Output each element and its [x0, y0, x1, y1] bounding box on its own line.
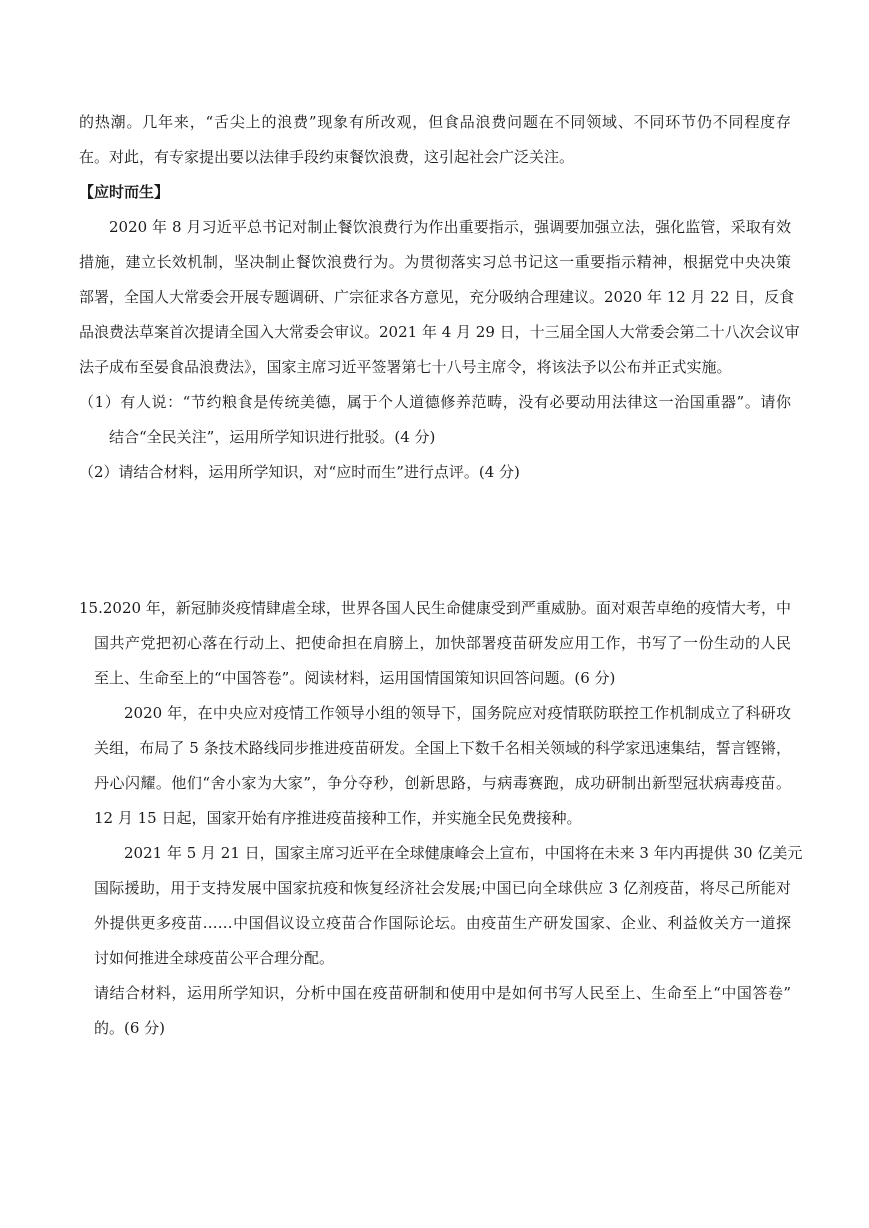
q15-material-1-line-2: 关组，布局了 5 条技术路线同步推进疫苗研发。全国上下数千名相关领域的科学家迅速集结，誓言铿锵，	[94, 739, 791, 757]
question-1-line-1: （1）有人说：“节约粮食是传统美德，属于个人道德修养范畴，没有必要动用法律这一治国重器”。请你	[79, 393, 791, 411]
paragraph-line-4: 品浪费法草案首次提请全国入大常委会审议。2021 年 4 月 29 日，十三届全国人大常委会第二十八次会议审	[79, 323, 800, 341]
q15-material-2-line-1: 2021 年 5 月 21 日，国家主席习近平在全球健康峰会上宣布，中国将在未来 3 年内再提供 30 亿美元	[124, 844, 803, 862]
q15-question-line-1: 请结合材料，运用所学知识，分析中国在疫苗研制和使用中是如何书写人民至上、生命至上“中国答卷”	[94, 984, 791, 1002]
q15-question-line-2: 的。(6 分)	[94, 1019, 166, 1037]
paragraph-line-3: 部署，全国人大常委会开展专题调研、广宗征求各方意见，充分吸纳合理建议。2020 年 12 月 22 日，反食	[79, 288, 795, 306]
q15-material-1-line-4: 12 月 15 日起，国家开始有序推进疫苗接种工作，并实施全民免费接种。	[94, 809, 582, 827]
q15-material-1-line-1: 2020 年，在中央应对疫情工作领导小组的领导下，国务院应对疫情联防联控工作机制成立了科研攻	[124, 704, 791, 722]
paragraph-line-1: 2020 年 8 月习近平总书记对制止餐饮浪费行为作出重要指示，强调要加强立法，强化监管，采取有效	[109, 218, 791, 236]
question-2: （2）请结合材料，运用所学知识，对“应时而生”进行点评。(4 分)	[79, 463, 520, 481]
q15-stem-line-2: 国共产党把初心落在行动上、把使命担在肩膀上，加快部署疫苗研发应用工作，书写了一份生动的人民	[94, 634, 791, 652]
q15-stem-line-1: 15.2020 年，新冠肺炎疫情肆虐全球，世界各国人民生命健康受到严重威胁。面对艰苦卓绝的疫情大考，中	[79, 599, 791, 617]
q15-material-2-line-3: 外提供更多疫苗……中国倡议设立疫苗合作国际论坛。由疫苗生产研发国家、企业、利益攸关方一道探	[94, 914, 791, 932]
q15-material-2-line-2: 国际援助，用于支持发展中国家抗疫和恢复经济社会发展;中国已向全球供应 3 亿剂疫苗，将尽己所能对	[94, 879, 791, 897]
q15-material-2-line-4: 讨如何推进全球疫苗公平合理分配。	[94, 949, 335, 967]
intro-line-2: 在。对此，有专家提出要以法律手段约束餐饮浪费，这引起社会广泛关注。	[79, 148, 575, 166]
section-heading: 【应时而生】	[79, 183, 170, 201]
paragraph-line-2: 措施，建立长效机制，坚决制止餐饮浪费行为。为贯彻落实习总书记这一重要指示精神，根据党中央决策	[79, 253, 791, 271]
q15-stem-line-3: 至上、生命至上的“中国答卷”。阅读材料，运用国情国策知识回答问题。(6 分)	[94, 669, 616, 687]
paragraph-line-5: 法子成布至晏食品浪费法》，国家主席习近平签署第七十八号主席令，将该法予以公布并正式实施。	[79, 358, 732, 376]
question-1-line-2: 结合“全民关注”，运用所学知识进行批驳。(4 分)	[109, 428, 436, 446]
q15-material-1-line-3: 丹心闪耀。他们“舍小家为大家”，争分夺秒，创新思路，与病毒赛跑，成功研制出新型冠状病毒疫苗。	[94, 774, 791, 792]
intro-line-1: 的热潮。几年来，“舌尖上的浪费”现象有所改观，但食品浪费问题在不同领域、不同环节仍不同程度存	[79, 113, 791, 131]
